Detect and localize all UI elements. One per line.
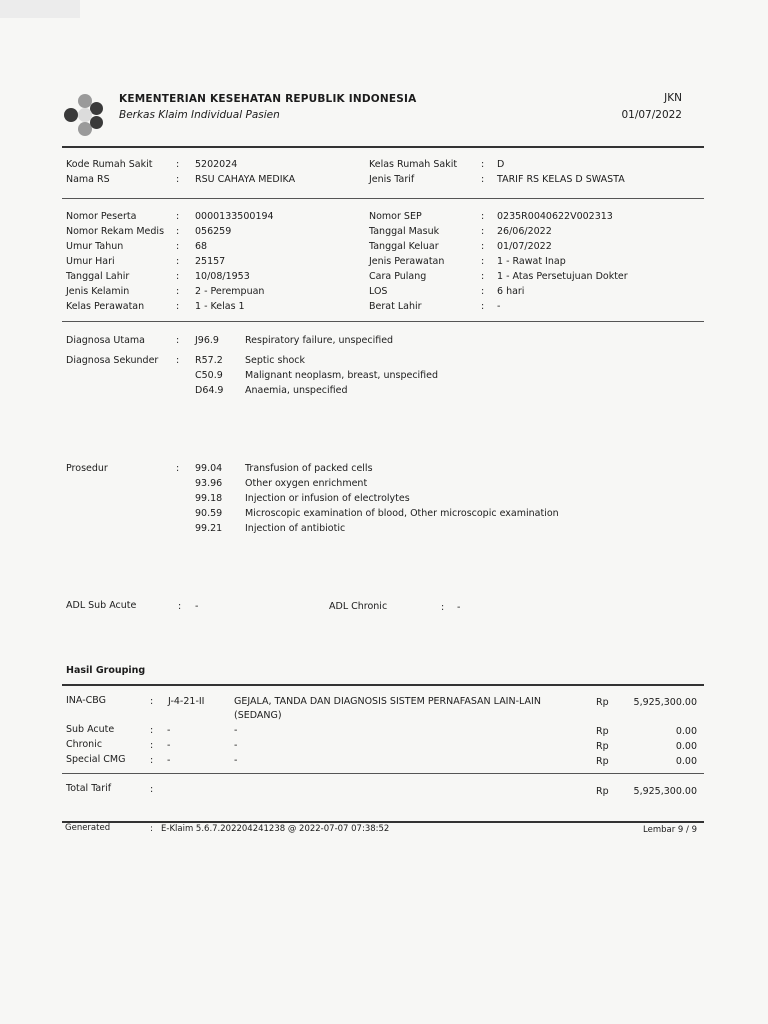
grouping-row-code: - xyxy=(167,725,171,736)
document-date: 01/07/2022 xyxy=(621,109,682,121)
colon: : xyxy=(481,286,485,297)
field-label: Tanggal Masuk xyxy=(369,226,440,237)
colon: : xyxy=(481,271,485,282)
prosedur-code: 99.18 xyxy=(195,493,223,504)
currency: Rp xyxy=(596,726,609,737)
field-label: LOS xyxy=(369,286,388,297)
ina-cbg-desc-2: (SEDANG) xyxy=(234,710,282,721)
kode-rs-value: 5202024 xyxy=(195,159,238,170)
colon: : xyxy=(481,211,485,222)
diagnosa-utama-label: Diagnosa Utama xyxy=(66,335,146,346)
grouping-row-amount: 0.00 xyxy=(675,741,697,752)
field-value: 056259 xyxy=(195,226,232,237)
ministry-title: KEMENTERIAN KESEHATAN REPUBLIK INDONESIA xyxy=(119,93,417,105)
field-label: Tanggal Keluar xyxy=(369,241,439,252)
grouping-title: Hasil Grouping xyxy=(66,665,146,676)
jenis-tarif-value: TARIF RS KELAS D SWASTA xyxy=(497,174,625,185)
total-tarif-amount: 5,925,300.00 xyxy=(633,786,697,797)
prosedur-code: 90.59 xyxy=(195,508,223,519)
field-label: Nomor SEP xyxy=(369,211,422,222)
currency: Rp xyxy=(596,741,609,752)
prosedur-desc: Microscopic examination of blood, Other microscopic examination xyxy=(245,508,559,519)
colon: : xyxy=(441,602,445,613)
program-label: JKN xyxy=(664,92,682,104)
colon: : xyxy=(150,696,154,707)
colon: : xyxy=(150,755,154,766)
field-value: 68 xyxy=(195,241,208,252)
field-value: 26/06/2022 xyxy=(497,226,552,237)
grouping-row-code: - xyxy=(167,740,171,751)
field-label: Nomor Peserta xyxy=(66,211,137,222)
ina-cbg-code: J-4-21-II xyxy=(168,696,205,707)
prosedur-desc: Transfusion of packed cells xyxy=(245,463,373,474)
footer-divider xyxy=(62,821,704,823)
ina-cbg-amount: 5,925,300.00 xyxy=(633,697,697,708)
prosedur-code: 93.96 xyxy=(195,478,223,489)
colon: : xyxy=(481,226,485,237)
nama-rs-label: Nama RS xyxy=(66,174,110,185)
prosedur-desc: Other oxygen enrichment xyxy=(245,478,368,489)
jenis-tarif-label: Jenis Tarif xyxy=(369,174,415,185)
colon: : xyxy=(178,601,182,612)
field-value: 01/07/2022 xyxy=(497,241,552,252)
colon: : xyxy=(176,241,180,252)
diagnosa-code: C50.9 xyxy=(195,370,223,381)
field-value: 0000133500194 xyxy=(195,211,274,222)
adl-sub-acute-label: ADL Sub Acute xyxy=(66,600,137,611)
colon: : xyxy=(150,740,154,751)
colon: : xyxy=(481,301,485,312)
field-label: Tanggal Lahir xyxy=(66,271,130,282)
total-divider xyxy=(62,773,704,774)
grouping-row-desc: - xyxy=(234,755,238,766)
diagnosa-desc: Respiratory failure, unspecified xyxy=(245,335,394,346)
grouping-row-code: - xyxy=(167,755,171,766)
diagnosa-code: D64.9 xyxy=(195,385,224,396)
colon: : xyxy=(481,159,485,170)
grouping-row-label: Special CMG xyxy=(66,754,126,765)
colon: : xyxy=(176,256,180,267)
kelas-rs-label: Kelas Rumah Sakit xyxy=(369,159,458,170)
prosedur-code: 99.04 xyxy=(195,463,223,474)
field-value: 1 - Rawat Inap xyxy=(497,256,566,267)
field-label: Umur Tahun xyxy=(66,241,124,252)
colon: : xyxy=(176,463,180,474)
field-label: Berat Lahir xyxy=(369,301,422,312)
kode-rs-label: Kode Rumah Sakit xyxy=(66,159,153,170)
section-divider xyxy=(62,321,704,322)
colon: : xyxy=(481,174,485,185)
field-label: Jenis Kelamin xyxy=(66,286,130,297)
colon: : xyxy=(481,241,485,252)
grouping-row-label: Chronic xyxy=(66,739,103,750)
prosedur-desc: Injection of antibiotic xyxy=(245,523,346,534)
colon: : xyxy=(150,824,153,834)
generated-label: Generated xyxy=(65,823,111,833)
page-number: Lembar 9 / 9 xyxy=(643,825,697,835)
header-divider xyxy=(62,146,704,148)
currency: Rp xyxy=(596,756,609,767)
diagnosa-desc: Septic shock xyxy=(245,355,306,366)
field-value: 0235R0040622V002313 xyxy=(497,211,613,222)
section-divider xyxy=(62,198,704,199)
document-subtitle: Berkas Klaim Individual Pasien xyxy=(119,109,280,121)
colon: : xyxy=(176,286,180,297)
grouping-divider xyxy=(62,684,704,686)
colon: : xyxy=(176,271,180,282)
colon: : xyxy=(176,174,180,185)
field-value: 1 - Atas Persetujuan Dokter xyxy=(497,271,628,282)
field-label: Cara Pulang xyxy=(369,271,427,282)
prosedur-label: Prosedur xyxy=(66,463,108,474)
currency: Rp xyxy=(596,697,609,708)
colon: : xyxy=(176,226,180,237)
field-value: 25157 xyxy=(195,256,226,267)
field-label: Nomor Rekam Medis xyxy=(66,226,165,237)
total-tarif-label: Total Tarif xyxy=(66,783,112,794)
colon: : xyxy=(176,159,180,170)
field-label: Jenis Perawatan xyxy=(369,256,445,267)
prosedur-desc: Injection or infusion of electrolytes xyxy=(245,493,410,504)
diagnosa-sekunder-label: Diagnosa Sekunder xyxy=(66,355,159,366)
grouping-row-desc: - xyxy=(234,725,238,736)
field-value: 1 - Kelas 1 xyxy=(195,301,245,312)
field-value: - xyxy=(497,301,501,312)
ministry-logo xyxy=(60,92,112,140)
adl-sub-acute-value: - xyxy=(195,601,199,612)
colon: : xyxy=(176,335,180,346)
scan-artifact xyxy=(0,0,80,18)
field-value: 2 - Perempuan xyxy=(195,286,265,297)
field-value: 10/08/1953 xyxy=(195,271,250,282)
field-value: 6 hari xyxy=(497,286,525,297)
colon: : xyxy=(481,256,485,267)
nama-rs-value: RSU CAHAYA MEDIKA xyxy=(195,174,296,185)
ina-cbg-label: INA-CBG xyxy=(66,695,106,706)
diagnosa-desc: Malignant neoplasm, breast, unspecified xyxy=(245,370,439,381)
grouping-row-desc: - xyxy=(234,740,238,751)
adl-chronic-label: ADL Chronic xyxy=(329,601,388,612)
diagnosa-code: J96.9 xyxy=(195,335,219,346)
colon: : xyxy=(176,355,180,366)
colon: : xyxy=(176,211,180,222)
kelas-rs-value: D xyxy=(497,159,505,170)
diagnosa-code: R57.2 xyxy=(195,355,223,366)
colon: : xyxy=(150,725,154,736)
currency: Rp xyxy=(596,786,609,797)
adl-chronic-value: - xyxy=(457,602,461,613)
diagnosa-desc: Anaemia, unspecified xyxy=(245,385,348,396)
field-label: Umur Hari xyxy=(66,256,115,267)
colon: : xyxy=(176,301,180,312)
generated-value: E-Klaim 5.6.7.202204241238 @ 2022-07-07 07:38:52 xyxy=(161,824,390,834)
grouping-row-label: Sub Acute xyxy=(66,724,115,735)
grouping-row-amount: 0.00 xyxy=(675,756,697,767)
field-label: Kelas Perawatan xyxy=(66,301,145,312)
grouping-row-amount: 0.00 xyxy=(675,726,697,737)
colon: : xyxy=(150,784,154,795)
prosedur-code: 99.21 xyxy=(195,523,223,534)
ina-cbg-desc: GEJALA, TANDA DAN DIAGNOSIS SISTEM PERNAFASAN LAIN-LAIN xyxy=(234,696,541,707)
